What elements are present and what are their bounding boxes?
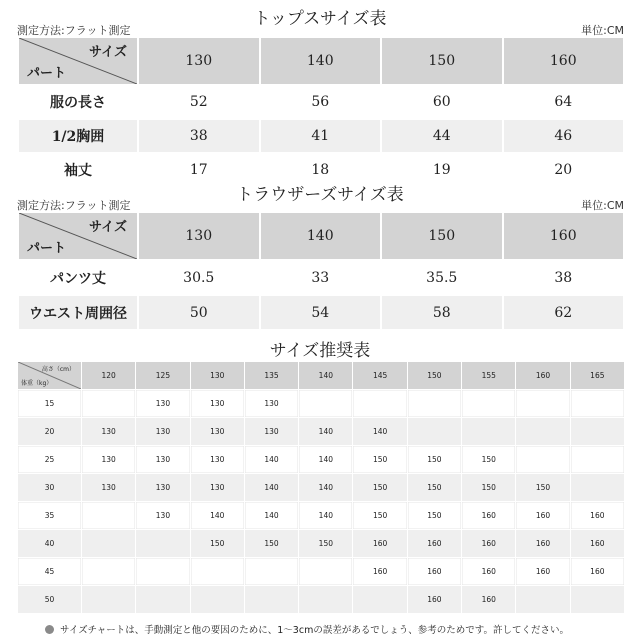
recommend-row <box>18 586 624 613</box>
recommend-cell: 160 <box>516 558 569 585</box>
tops-cell: 64 <box>504 86 624 118</box>
recommend-cell <box>516 390 569 417</box>
recommend-weight-label: 15 <box>18 390 81 417</box>
recommend-cell: 130 <box>245 390 298 417</box>
tops-cell: 44 <box>382 120 502 152</box>
recommend-cell: 150 <box>408 502 461 529</box>
recommend-cell: 150 <box>462 474 515 501</box>
trousers-cell: 62 <box>504 296 624 329</box>
tops-unit: 単位:CM <box>581 24 624 37</box>
recommend-cell: 140 <box>299 474 352 501</box>
recommend-cell <box>571 418 624 445</box>
recommend-table <box>17 361 625 614</box>
size-note: サイズチャートは、手動測定と他の要因のために、1〜3cmの誤差があるでしょう、参考のためです。許してください。 <box>60 625 569 636</box>
recommend-cell: 130 <box>82 474 135 501</box>
tops-cell: 19 <box>382 154 502 186</box>
recommend-cell <box>82 586 135 613</box>
recommend-cell: 140 <box>353 418 406 445</box>
recommend-cell <box>136 530 189 557</box>
recommend-cell <box>299 558 352 585</box>
recommend-cell: 150 <box>191 530 244 557</box>
tops-cell: 52 <box>139 86 259 118</box>
trousers-row-label: ウエスト周囲径 <box>19 296 137 329</box>
recommend-cell <box>191 586 244 613</box>
recommend-cell <box>571 446 624 473</box>
recommend-weight-label: 45 <box>18 558 81 585</box>
recommend-cell <box>408 390 461 417</box>
recommend-cell: 160 <box>408 586 461 613</box>
recommend-cell <box>191 558 244 585</box>
recommend-cell: 130 <box>191 390 244 417</box>
recommend-cell: 150 <box>353 474 406 501</box>
recommend-cell: 160 <box>353 530 406 557</box>
recommend-cell <box>516 586 569 613</box>
recommend-cell: 140 <box>299 502 352 529</box>
tops-corner-cell <box>19 38 137 84</box>
recommend-height-header: 160 <box>516 362 569 389</box>
trousers-cell: 50 <box>139 296 259 329</box>
trousers-size-header: 150 <box>382 213 502 259</box>
recommend-cell: 160 <box>408 530 461 557</box>
trousers-size-header: 160 <box>504 213 624 259</box>
recommend-cell: 150 <box>299 530 352 557</box>
recommend-cell <box>571 474 624 501</box>
recommend-cell: 130 <box>191 418 244 445</box>
recommend-cell: 130 <box>82 418 135 445</box>
recommend-weight-label: 35 <box>18 502 81 529</box>
tops-header-row <box>19 38 623 84</box>
recommend-row <box>18 446 624 473</box>
tops-size-header: 140 <box>261 38 381 84</box>
trousers-cell: 38 <box>504 261 624 294</box>
recommend-cell: 140 <box>245 474 298 501</box>
trousers-size-header: 140 <box>261 213 381 259</box>
recommend-cell <box>82 502 135 529</box>
recommend-cell: 130 <box>82 446 135 473</box>
recommend-cell: 130 <box>136 474 189 501</box>
tops-cell: 60 <box>382 86 502 118</box>
recommend-row <box>18 558 624 585</box>
recommend-cell <box>82 558 135 585</box>
tops-cell: 46 <box>504 120 624 152</box>
recommend-cell: 150 <box>462 446 515 473</box>
tops-cell: 20 <box>504 154 624 186</box>
tops-cell: 17 <box>139 154 259 186</box>
tops-row-length <box>19 86 623 118</box>
recommend-row <box>18 390 624 417</box>
tops-corner-size-label: サイズ <box>89 45 127 60</box>
recommend-row <box>18 502 624 529</box>
tops-cell: 18 <box>261 154 381 186</box>
recommend-cell: 160 <box>571 502 624 529</box>
recommend-cell: 150 <box>245 530 298 557</box>
trousers-corner-part-label: パート <box>27 241 67 256</box>
recommend-cell <box>245 558 298 585</box>
recommend-weight-label: 40 <box>18 530 81 557</box>
recommend-cell <box>299 586 352 613</box>
recommend-height-header: 155 <box>462 362 515 389</box>
recommend-cell: 160 <box>462 558 515 585</box>
recommend-cell: 130 <box>136 502 189 529</box>
recommend-cell: 140 <box>299 446 352 473</box>
recommend-cell <box>299 390 352 417</box>
tops-title: トップスサイズ表 <box>253 9 387 29</box>
note-bullet-icon <box>45 625 54 634</box>
recommend-height-header: 125 <box>136 362 189 389</box>
recommend-cell: 140 <box>299 418 352 445</box>
recommend-cell: 160 <box>571 530 624 557</box>
recommend-cell: 150 <box>353 502 406 529</box>
tops-size-table <box>17 36 625 188</box>
recommend-height-header: 145 <box>353 362 406 389</box>
tops-row-label: 服の長さ <box>19 86 137 118</box>
recommend-cell: 150 <box>516 474 569 501</box>
tops-cell: 41 <box>261 120 381 152</box>
trousers-corner-size-label: サイズ <box>89 220 127 235</box>
recommend-cell: 160 <box>462 586 515 613</box>
recommend-cell <box>516 446 569 473</box>
recommend-corner-weight-label: 体重（kg） <box>21 380 53 387</box>
recommend-weight-label: 25 <box>18 446 81 473</box>
recommend-cell <box>353 390 406 417</box>
tops-corner-part-label: パート <box>27 66 67 81</box>
tops-cell: 38 <box>139 120 259 152</box>
trousers-cell: 58 <box>382 296 502 329</box>
recommend-cell <box>82 530 135 557</box>
recommend-cell: 130 <box>191 474 244 501</box>
recommend-title: サイズ推奨表 <box>269 341 371 361</box>
recommend-cell <box>571 390 624 417</box>
recommend-height-header: 135 <box>245 362 298 389</box>
tops-row-label: 袖丈 <box>19 154 137 186</box>
recommend-cell: 160 <box>353 558 406 585</box>
trousers-title: トラウザーズサイズ表 <box>236 185 404 205</box>
recommend-cell <box>408 418 461 445</box>
recommend-cell <box>353 586 406 613</box>
recommend-cell: 160 <box>462 530 515 557</box>
recommend-cell <box>136 558 189 585</box>
recommend-weight-label: 20 <box>18 418 81 445</box>
recommend-cell: 160 <box>462 502 515 529</box>
recommend-cell: 160 <box>516 502 569 529</box>
recommend-cell: 150 <box>408 474 461 501</box>
recommend-cell: 130 <box>136 418 189 445</box>
recommend-height-header: 165 <box>571 362 624 389</box>
recommend-cell <box>136 586 189 613</box>
recommend-height-header: 150 <box>408 362 461 389</box>
trousers-corner-cell <box>19 213 137 259</box>
trousers-cell: 30.5 <box>139 261 259 294</box>
recommend-corner-height-label: 高さ（cm） <box>41 366 75 373</box>
recommend-cell: 150 <box>353 446 406 473</box>
recommend-cell: 160 <box>408 558 461 585</box>
tops-row-label: 1/2胸囲 <box>19 120 137 152</box>
recommend-cell <box>462 418 515 445</box>
trousers-row-waist <box>19 296 623 329</box>
recommend-corner-cell <box>18 362 81 389</box>
recommend-cell: 150 <box>408 446 461 473</box>
tops-row-chest <box>19 120 623 152</box>
trousers-unit: 単位:CM <box>581 199 624 212</box>
recommend-cell: 130 <box>245 418 298 445</box>
trousers-header-row <box>19 213 623 259</box>
recommend-cell: 130 <box>191 446 244 473</box>
trousers-size-header: 130 <box>139 213 259 259</box>
recommend-cell <box>462 390 515 417</box>
trousers-size-table <box>17 211 625 331</box>
trousers-cell: 54 <box>261 296 381 329</box>
recommend-cell <box>571 586 624 613</box>
recommend-cell: 140 <box>191 502 244 529</box>
recommend-height-header: 130 <box>191 362 244 389</box>
recommend-height-header: 120 <box>82 362 135 389</box>
recommend-row <box>18 530 624 557</box>
recommend-weight-label: 30 <box>18 474 81 501</box>
recommend-height-header: 140 <box>299 362 352 389</box>
recommend-row <box>18 474 624 501</box>
recommend-cell <box>245 586 298 613</box>
recommend-cell: 130 <box>136 390 189 417</box>
recommend-row <box>18 418 624 445</box>
trousers-cell: 35.5 <box>382 261 502 294</box>
recommend-cell <box>516 418 569 445</box>
tops-method: 測定方法:フラット測定 <box>17 24 131 37</box>
trousers-cell: 33 <box>261 261 381 294</box>
trousers-row-label: パンツ丈 <box>19 261 137 294</box>
recommend-cell: 140 <box>245 502 298 529</box>
recommend-cell: 140 <box>245 446 298 473</box>
recommend-cell <box>82 390 135 417</box>
trousers-row-length <box>19 261 623 294</box>
recommend-header-row <box>18 362 624 389</box>
trousers-method: 測定方法:フラット測定 <box>17 199 131 212</box>
tops-size-header: 150 <box>382 38 502 84</box>
recommend-weight-label: 50 <box>18 586 81 613</box>
recommend-cell: 160 <box>571 558 624 585</box>
tops-size-header: 160 <box>504 38 624 84</box>
recommend-cell: 160 <box>516 530 569 557</box>
tops-size-header: 130 <box>139 38 259 84</box>
tops-cell: 56 <box>261 86 381 118</box>
recommend-cell: 130 <box>136 446 189 473</box>
